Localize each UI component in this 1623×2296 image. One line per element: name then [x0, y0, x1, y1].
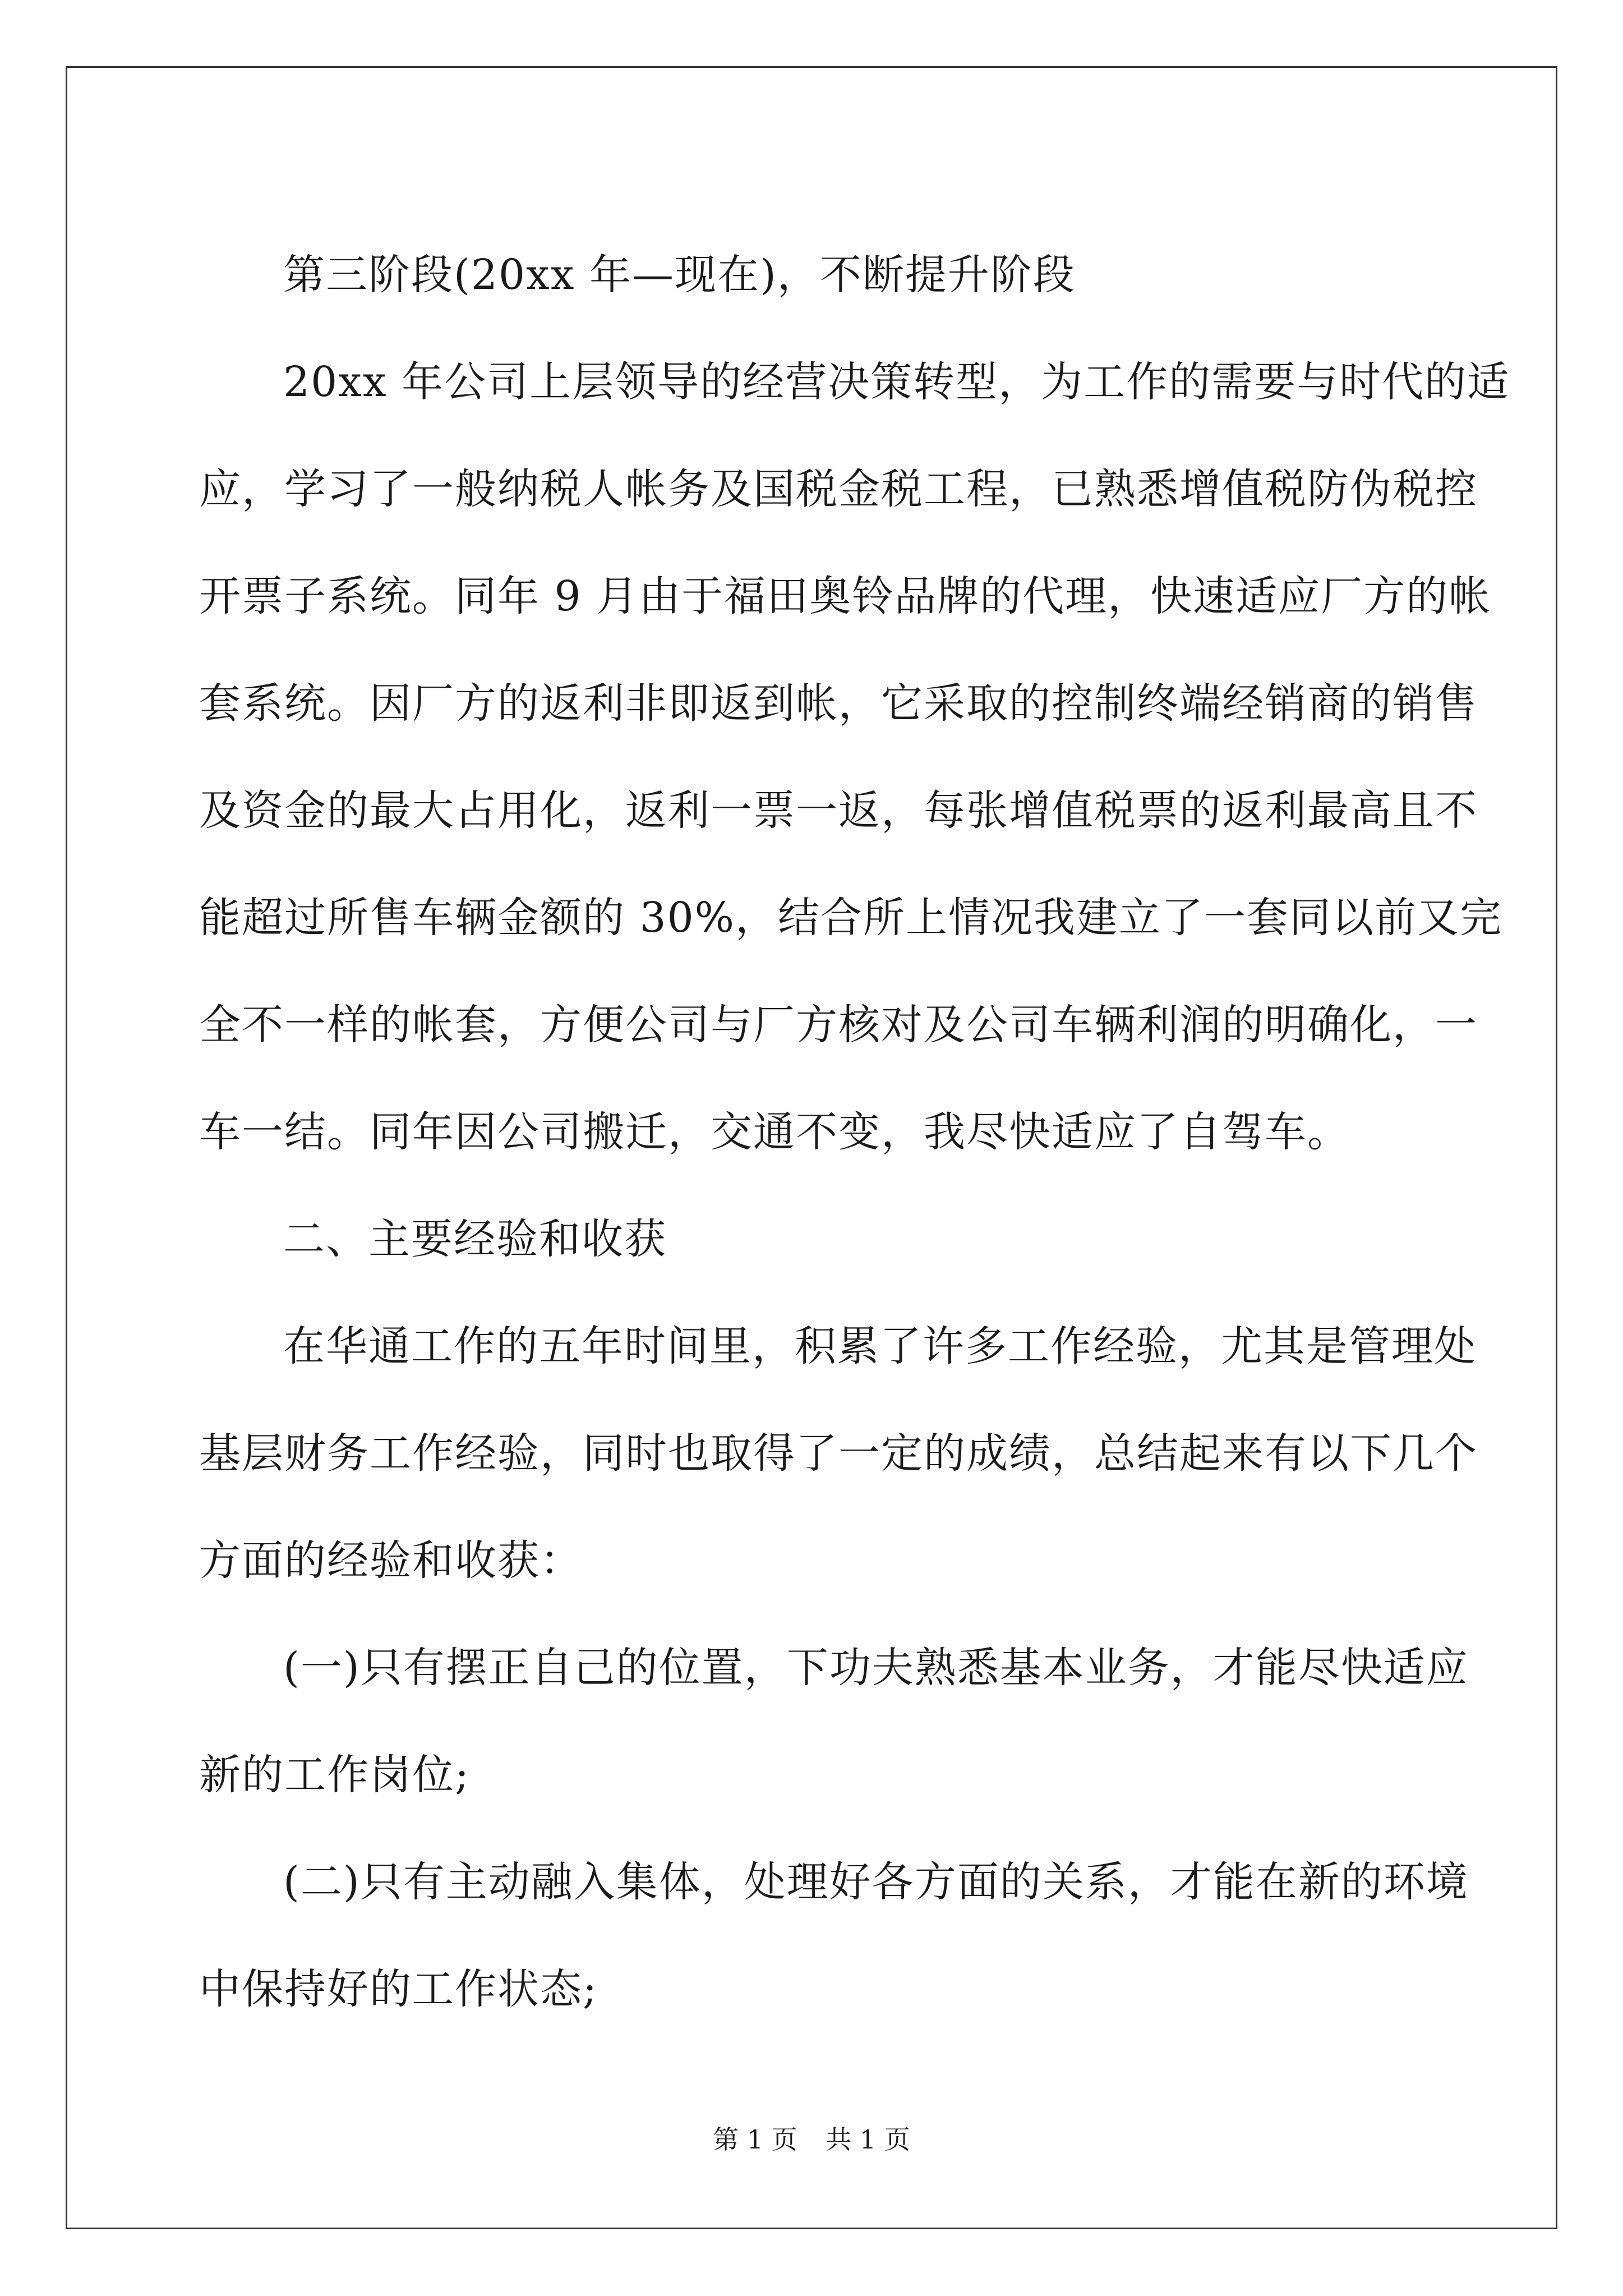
text-line: 能超过所售车辆金额的 30%，结合所上情况我建立了一套同以前又完 — [199, 894, 1502, 942]
paragraph-experience-intro — [199, 1293, 1478, 1614]
text-line: (二)只有主动融入集体，处理好各方面的关系，才能在新的环境 — [283, 1858, 1469, 1906]
text-line: (一)只有摆正自己的位置，下功夫熟悉基本业务，才能尽快适应 — [283, 1644, 1469, 1692]
text-line: 套系统。因厂方的返利非即返到帐，它采取的控制终端经销商的销售 — [199, 679, 1478, 728]
text-line: 基层财务工作经验，同时也取得了一定的成绩，总结起来有以下几个 — [199, 1429, 1478, 1478]
text-line: 车一结。同年因公司搬迁，交通不变，我尽快适应了自驾车。 — [199, 1108, 1350, 1156]
page-total: 共 1 页 — [826, 2124, 910, 2155]
text-line: 新的工作岗位; — [199, 1751, 470, 1799]
text-line: 开票子系统。同年 9 月由于福田奥铃品牌的代理，快速适应厂方的帐 — [199, 572, 1492, 620]
text-line: 在华通工作的五年时间里，积累了许多工作经验，尤其是管理处 — [283, 1322, 1477, 1370]
paragraph-stage-description — [199, 329, 1510, 1186]
page-number: 第 1 页 — [713, 2124, 797, 2155]
text-line: 二、主要经验和收获 — [283, 1215, 667, 1263]
document-body — [199, 222, 1510, 2043]
page-footer — [0, 2123, 1623, 2156]
text-line: 应，学习了一般纳税人帐务及国税金税工程，已熟悉增值税防伪税控 — [199, 465, 1478, 513]
text-line: 20xx 年公司上层领导的经营决策转型，为工作的需要与时代的适 — [283, 358, 1510, 406]
text-line: 第三阶段(20xx 年—现在)，不断提升阶段 — [283, 251, 1076, 299]
text-line: 全不一样的帐套，方便公司与厂方核对及公司车辆利润的明确化，一 — [199, 1001, 1478, 1049]
paragraph-stage-heading — [199, 222, 1427, 329]
text-line: 方面的经验和收获： — [199, 1536, 583, 1585]
paragraph-point-one — [199, 1614, 1469, 1829]
text-line: 及资金的最大占用化，返利一票一返，每张增值税票的返利最高且不 — [199, 786, 1478, 835]
paragraph-point-two — [199, 1829, 1469, 2043]
text-line: 中保持好的工作状态; — [199, 1965, 598, 2013]
section-heading — [199, 1186, 1427, 1293]
